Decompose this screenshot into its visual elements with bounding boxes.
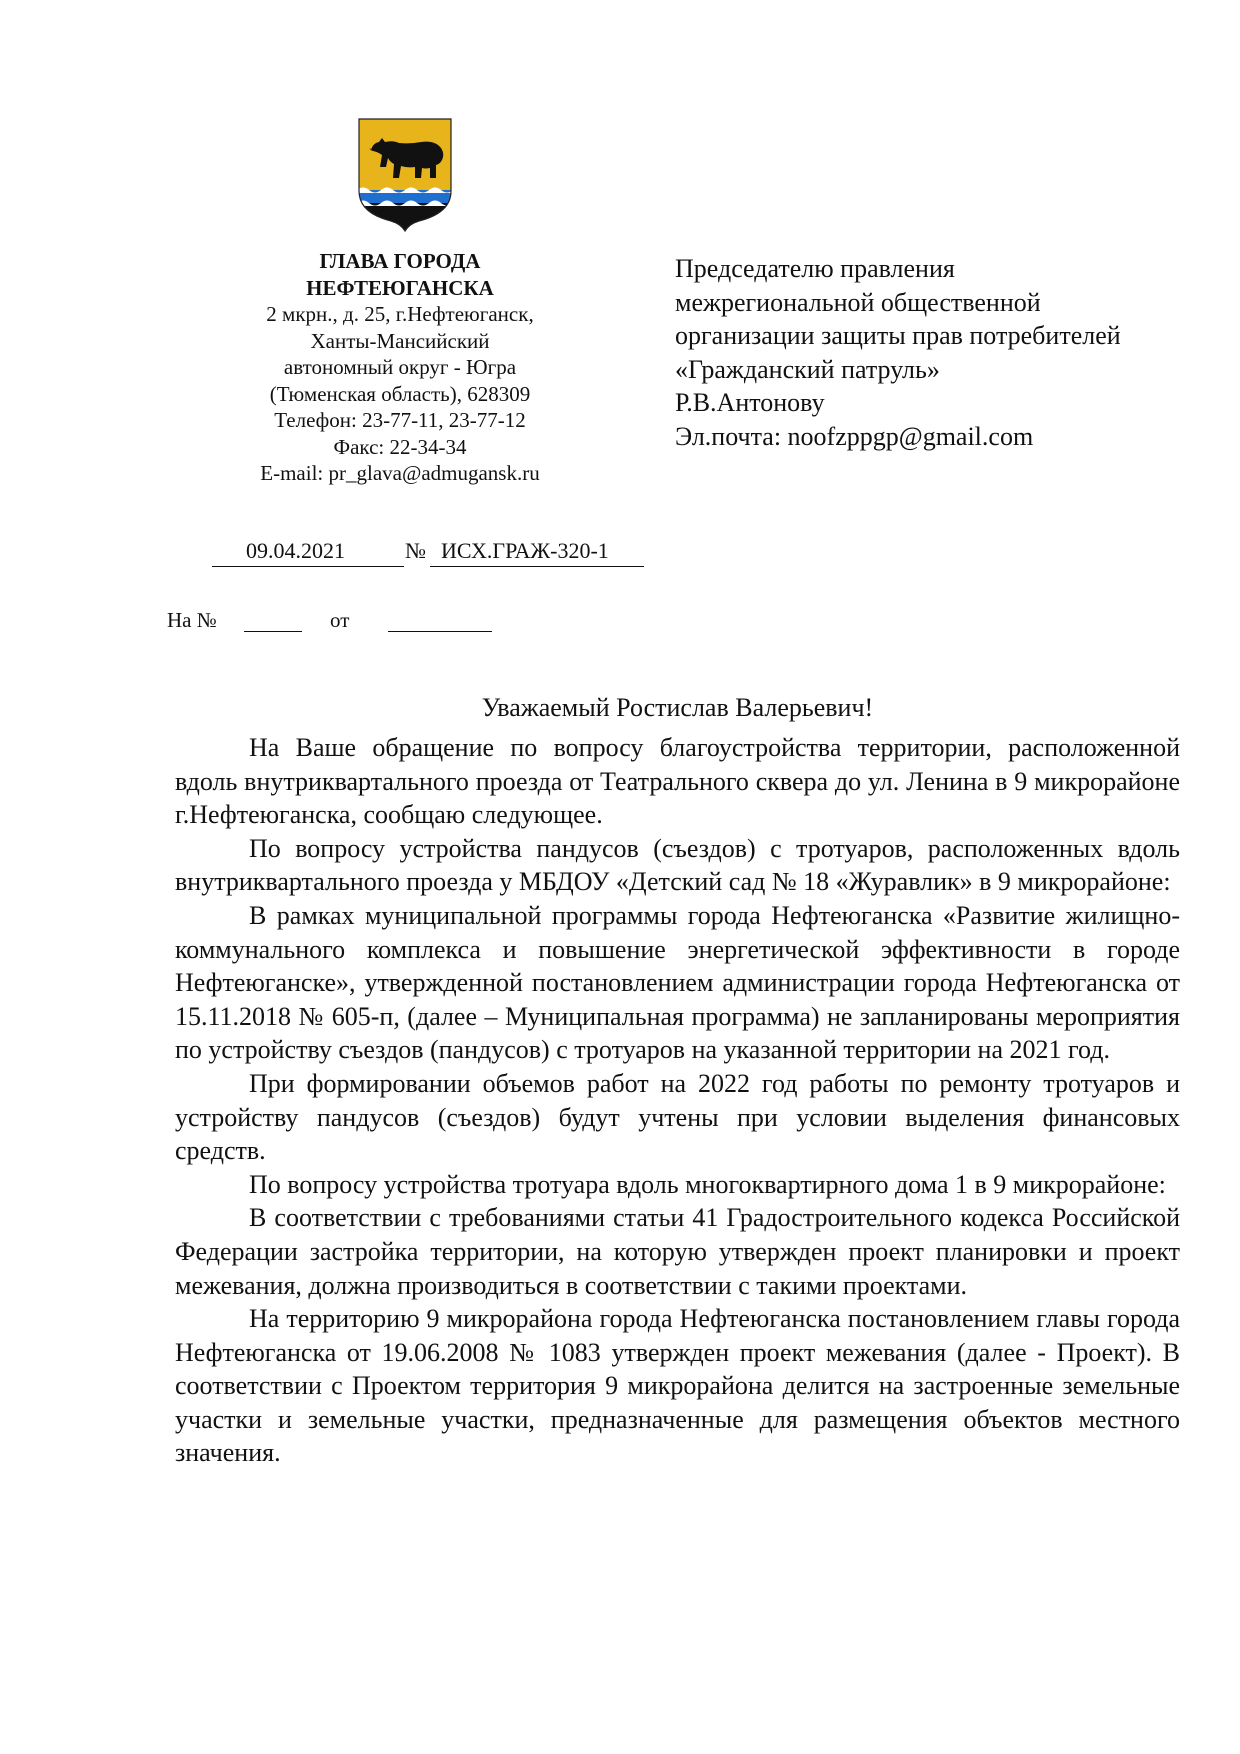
sender-address-line: Ханты-Мансийский — [310, 328, 490, 353]
ref-number-blank — [244, 605, 302, 632]
paragraph: При формировании объемов работ на 2022 год работы по ремонту тротуаров и устройству пандусов (съездов) будут учтены при условии выделения финансовых средств. — [175, 1068, 1180, 1166]
paragraph: По вопросу устройства пандусов (съездов) с тротуаров, расположенных вдоль внутриквартального проезда у МБДОУ «Детский сад № 18 «Журавлик» в 9 микрорайоне: — [175, 833, 1180, 897]
addressee-name: Р.В.Антонову — [675, 388, 825, 417]
outgoing-number: ИСХ.ГРАЖ-320-1 — [441, 538, 609, 563]
addressee-line: «Гражданский патруль» — [675, 354, 940, 384]
coat-of-arms-bear-icon — [357, 117, 453, 235]
paragraph: По вопросу устройства тротуара вдоль многоквартирного дома 1 в 9 микрорайоне: — [249, 1169, 1166, 1199]
paragraph: На Ваше обращение по вопросу благоустройства территории, расположенной вдоль внутриквартального проезда от Театрального сквера до ул. Ленина в 9 микрорайоне г.Нефтеюганска, сообщаю следующее. — [175, 733, 1180, 830]
paragraph: В рамках муниципальной программы города Нефтеюганска «Развитие жилищно-коммунального комплекса и повышение энергетической эффективности в городе Нефтеюганске», утвержденной постановлением администрации города Нефтеюганска от 15.11.2018 № 605-п, (далее – Муниципальная программа) не запланированы мероприятия по устройству съездов (пандусов) с тротуаров на указанной территории на 2021 год. — [175, 900, 1180, 1065]
sender-fax: Факс: 22-34-34 — [333, 434, 467, 459]
ref-date-blank — [388, 605, 492, 632]
sender-address-line: (Тюменская область), 628309 — [269, 381, 531, 406]
addressee-block — [675, 252, 1215, 453]
ref-number-label: На № — [167, 608, 217, 632]
paragraph: На территорию 9 микрорайона города Нефтеюганска постановлением главы города Нефтеюганска от 19.06.2008 № 1083 утвержден проект межевания (далее - Проект). В соответствии с Проектом территория 9 микрорайона делится на застроенные земельные участки и земельные участки, предназначенные для размещения объектов местного значения. — [175, 1304, 1180, 1468]
outgoing-date: 09.04.2021 — [246, 538, 345, 563]
sender-address-line: автономный округ - Югра — [283, 355, 517, 379]
greeting: Уважаемый Ростислав Валерьевич! — [481, 693, 874, 722]
addressee-line: организации защиты прав потребителей — [675, 321, 1121, 350]
number-sign: № — [405, 538, 426, 563]
ref-from-label: от — [330, 608, 350, 632]
sender-title: ГЛАВА ГОРОДА — [319, 249, 481, 273]
addressee-email: Эл.почта: noofzppgp@gmail.com — [675, 421, 1034, 451]
letter-body — [175, 731, 1180, 1470]
addressee-line: Председателю правления — [675, 254, 955, 283]
sender-phone: Телефон: 23-77-11, 23-77-12 — [274, 408, 526, 432]
paragraph: В соответствии с требованиями статьи 41 Градостроительного кодекса Российской Федерации застройка территории, на которую утвержден проект планировки и проект межевания, должна производиться в соответствии с такими проектами. — [175, 1203, 1180, 1300]
sender-block — [230, 248, 570, 487]
sender-email: E-mail: pr_glava@admugansk.ru — [260, 461, 540, 485]
addressee-line: межрегиональной общественной — [675, 287, 1041, 317]
sender-address-line: 2 мкрн., д. 25, г.Нефтеюганск, — [266, 302, 534, 326]
sender-city: НЕФТЕЮГАНСКА — [306, 275, 494, 300]
